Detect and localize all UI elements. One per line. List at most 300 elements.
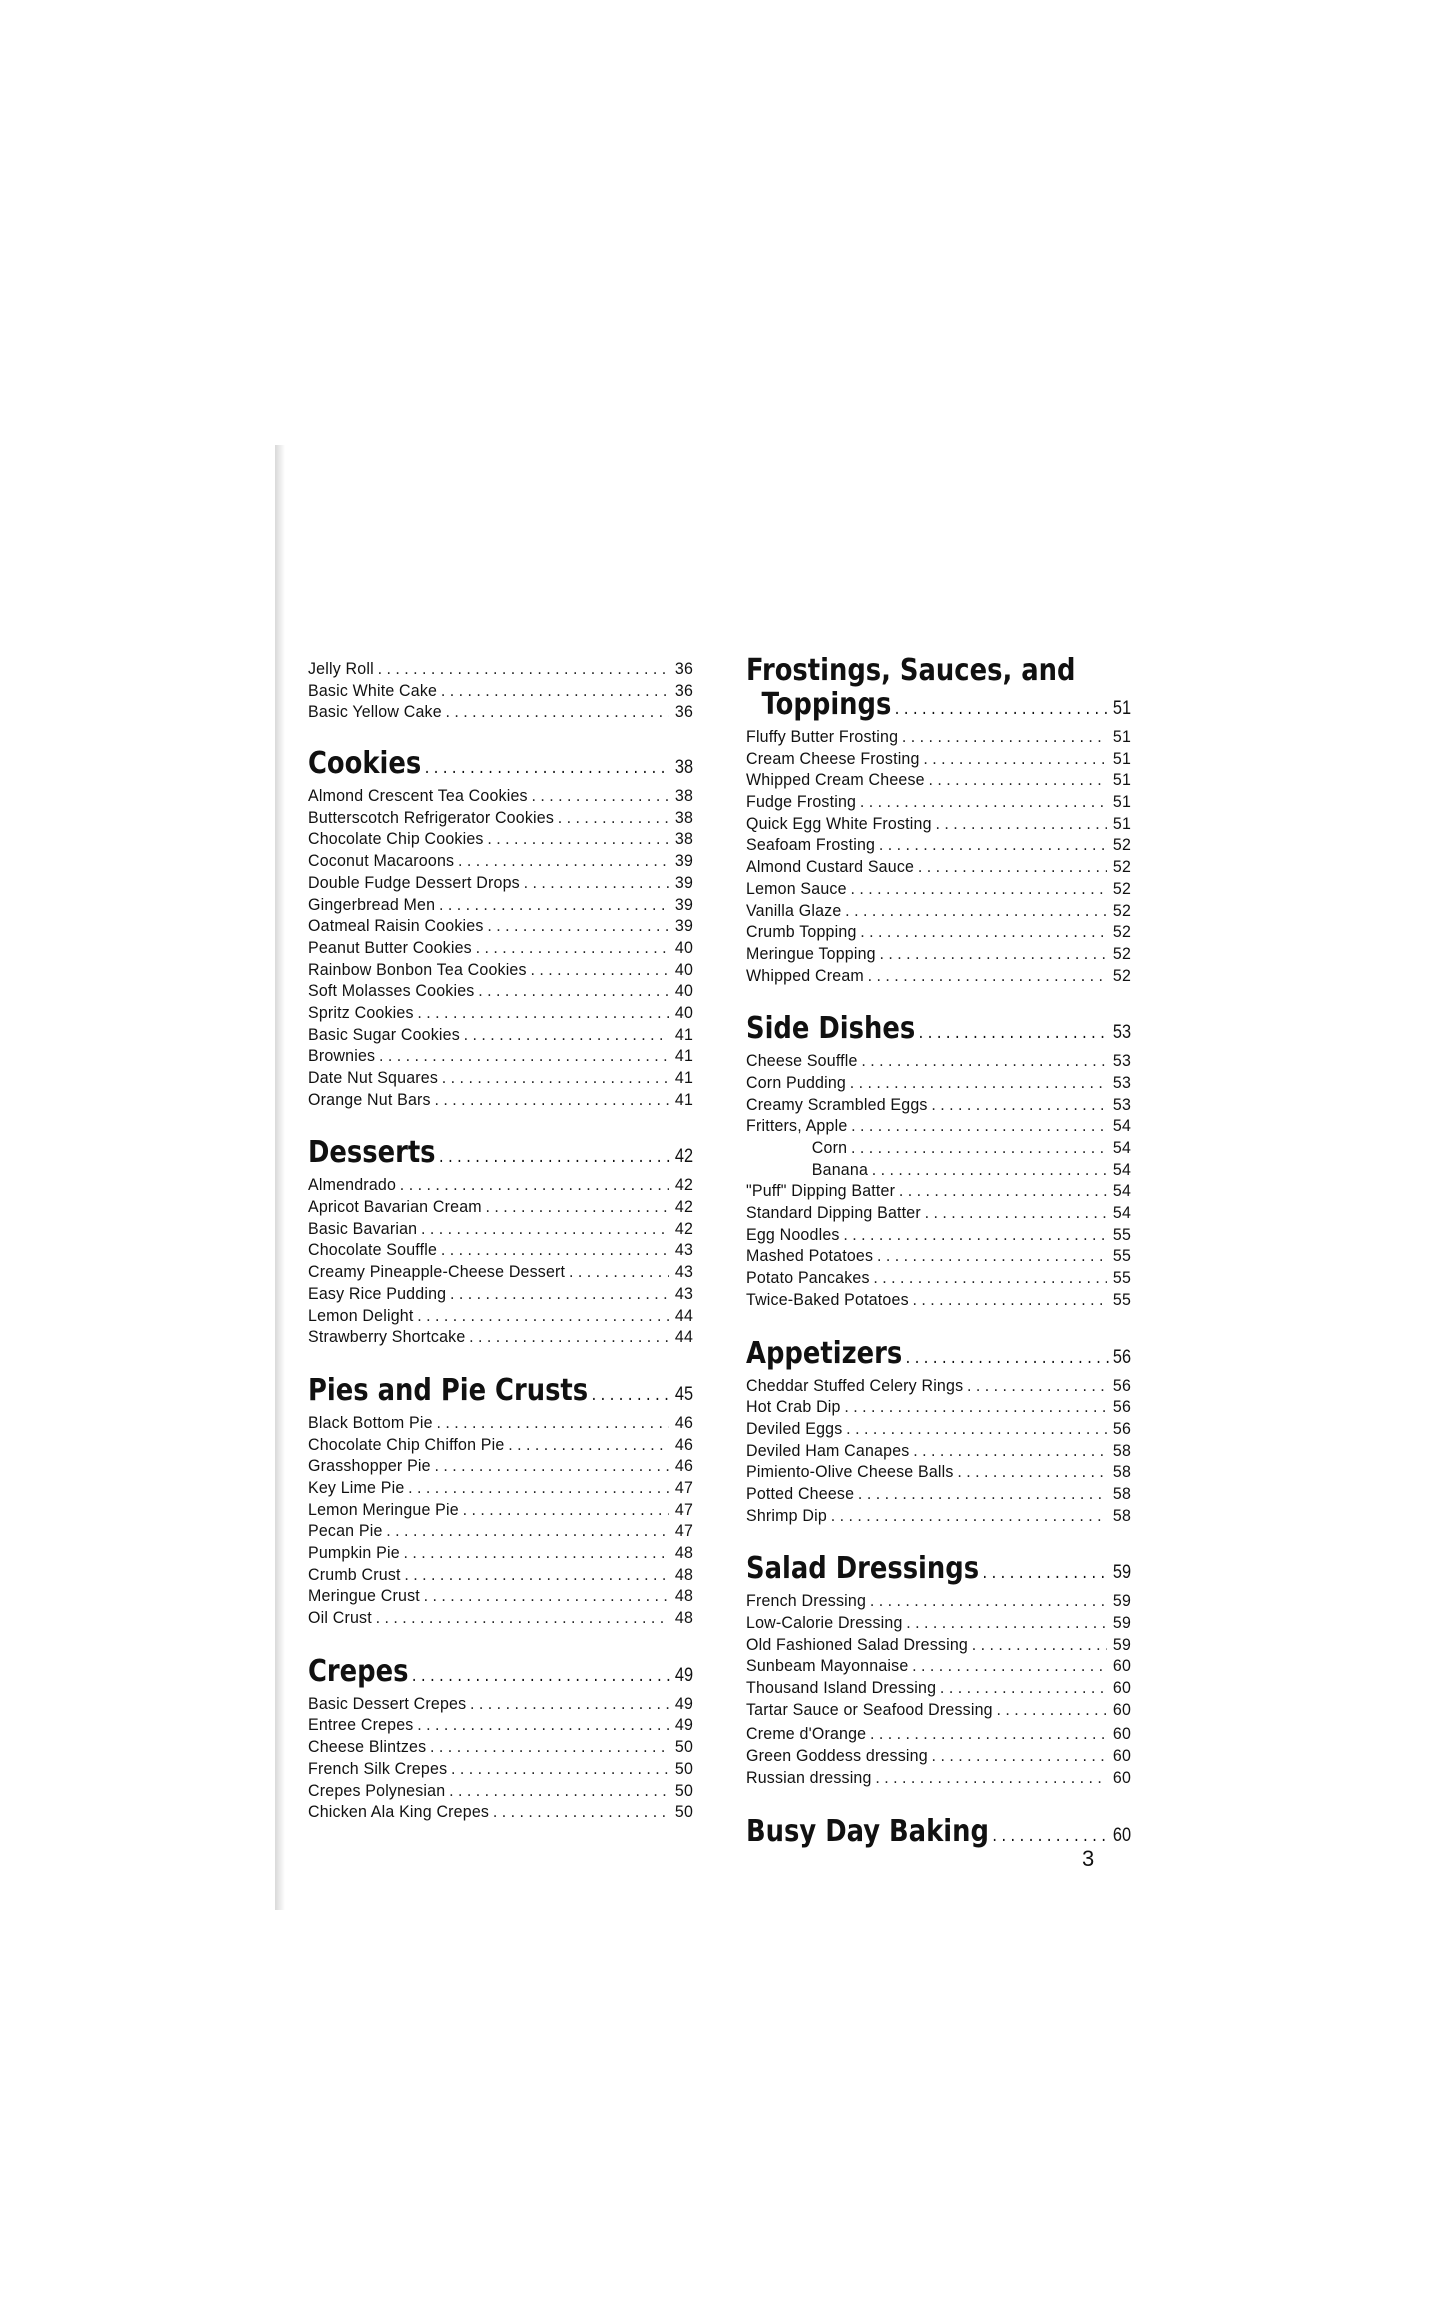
toc-entry — [746, 748, 1131, 770]
dot-leader — [870, 1723, 1107, 1745]
dot-leader — [378, 658, 669, 680]
entry-title: Potato Pancakes — [746, 1268, 870, 1288]
entry-title: Meringue Topping — [746, 943, 876, 963]
toc-section — [746, 1552, 1131, 1788]
entry-page-number: 51 — [1112, 770, 1132, 790]
entry-title: Pimiento-Olive Cheese Balls — [746, 1462, 954, 1482]
entry-title: Hot Crab Dip — [746, 1397, 841, 1417]
entry-page-number: 52 — [1112, 943, 1132, 963]
entry-title: Basic Bavarian — [308, 1218, 418, 1238]
dot-leader — [831, 1505, 1107, 1527]
entry-page-number: 53 — [1112, 1072, 1132, 1092]
entry-page-number: 40 — [674, 959, 694, 979]
entry-title: Gingerbread Men — [308, 894, 436, 914]
dot-leader — [404, 1564, 668, 1586]
toc-entry — [308, 937, 693, 959]
entry-title: Peanut Butter Cookies — [308, 937, 472, 957]
entry-page-number: 53 — [1112, 1094, 1132, 1114]
entry-title: Fudge Frosting — [746, 792, 857, 812]
entry-page-number: 54 — [1112, 1116, 1132, 1136]
toc-entry — [308, 1477, 693, 1499]
entry-page-number: 44 — [674, 1327, 694, 1347]
entry-page-number: 40 — [674, 937, 694, 957]
entry-title: Quick Egg White Frosting — [746, 813, 932, 833]
dot-leader — [458, 850, 669, 872]
entry-title: Almond Custard Sauce — [746, 857, 915, 877]
toc-entry — [308, 980, 693, 1002]
toc-entry — [746, 1634, 1131, 1656]
dot-leader — [967, 1375, 1107, 1397]
entry-title: Basic Dessert Crepes — [308, 1693, 467, 1713]
dot-leader — [850, 1072, 1107, 1094]
toc-entry — [308, 1520, 693, 1542]
section-title: Appetizers — [746, 1335, 903, 1371]
section-title: Cookies — [308, 746, 422, 782]
dot-leader — [439, 894, 669, 916]
dot-leader — [436, 1412, 668, 1434]
toc-entry — [746, 1612, 1131, 1634]
dot-leader — [913, 1440, 1106, 1462]
toc-entry — [308, 850, 693, 872]
section-page-number: 49 — [674, 1664, 694, 1686]
dot-leader — [877, 1245, 1107, 1267]
entry-title: French Dressing — [746, 1591, 867, 1611]
entry-page-number: 49 — [674, 1715, 694, 1735]
entry-page-number: 55 — [1112, 1268, 1132, 1288]
entry-page-number: 55 — [1112, 1224, 1132, 1244]
entry-title: Coconut Macaroons — [308, 851, 455, 871]
entry-title: Shrimp Dip — [746, 1505, 827, 1525]
entry-page-number: 38 — [674, 807, 694, 827]
toc-entry — [308, 915, 693, 937]
page-binding-shadow — [275, 445, 285, 1910]
dot-leader — [919, 1016, 1109, 1050]
entry-page-number: 53 — [1112, 1051, 1132, 1071]
toc-entry — [746, 726, 1131, 748]
toc-entry — [308, 807, 693, 829]
dot-leader — [592, 1378, 671, 1412]
entry-page-number: 50 — [674, 1780, 694, 1800]
entry-title: Key Lime Pie — [308, 1477, 405, 1497]
dot-leader — [417, 1714, 668, 1736]
section-page-number: 59 — [1112, 1562, 1132, 1584]
dot-leader — [404, 1542, 669, 1564]
entry-page-number: 38 — [674, 786, 694, 806]
section-heading — [308, 747, 693, 785]
entry-page-number: 56 — [1112, 1397, 1132, 1417]
dot-leader — [376, 1607, 669, 1629]
toc-entry — [308, 1801, 693, 1823]
dot-leader — [424, 1585, 669, 1607]
dot-leader — [858, 1483, 1107, 1505]
entry-page-number: 43 — [674, 1240, 694, 1260]
toc-entry — [308, 658, 693, 680]
toc-entry — [308, 1002, 693, 1024]
section-heading — [746, 1337, 1131, 1375]
entry-page-number: 58 — [1112, 1505, 1132, 1525]
toc-entry — [746, 1723, 1131, 1745]
toc-entry — [746, 900, 1131, 922]
dot-leader — [844, 1396, 1106, 1418]
section-page-number: 56 — [1112, 1346, 1132, 1368]
entry-title: Spritz Cookies — [308, 1002, 414, 1022]
toc-entry — [746, 965, 1131, 987]
entry-title: Date Nut Squares — [308, 1068, 439, 1087]
dot-leader — [430, 1736, 669, 1758]
dot-leader — [449, 1780, 669, 1802]
toc-entry — [308, 1736, 693, 1758]
entry-title: Butterscotch Refrigerator Cookies — [308, 807, 555, 827]
entry-title: Easy Rice Pudding — [308, 1283, 447, 1303]
section-heading — [746, 688, 1131, 726]
toc-right-column — [746, 654, 1131, 1879]
dot-leader — [486, 1196, 669, 1218]
entry-title: Lemon Sauce — [746, 878, 847, 898]
entry-page-number: 60 — [1112, 1699, 1132, 1719]
dot-leader — [880, 943, 1107, 965]
entry-page-number: 51 — [1112, 792, 1132, 812]
toc-entry — [746, 1461, 1131, 1483]
toc-entry — [308, 785, 693, 807]
entry-title: Green Goddess dressing — [746, 1746, 928, 1766]
entry-page-number: 55 — [1112, 1246, 1132, 1266]
entry-page-number: 51 — [1112, 727, 1132, 746]
dot-leader — [872, 1159, 1107, 1181]
toc-entry — [746, 1655, 1131, 1677]
toc-entry — [746, 1289, 1131, 1311]
dot-leader — [508, 1434, 668, 1456]
entry-page-number: 43 — [674, 1283, 694, 1303]
entry-title: Cheese Blintzes — [308, 1737, 427, 1757]
dot-leader — [972, 1634, 1107, 1656]
entry-page-number: 50 — [674, 1737, 694, 1757]
section-page-number: 42 — [674, 1146, 694, 1168]
toc-entry — [308, 1434, 693, 1456]
dot-leader — [906, 1341, 1109, 1375]
toc-entry — [308, 1780, 693, 1802]
dot-leader — [558, 807, 669, 829]
section-page-number: 38 — [674, 757, 694, 779]
toc-section — [308, 1374, 693, 1629]
entry-title: Oil Crust — [308, 1608, 372, 1628]
dot-leader — [417, 1305, 668, 1327]
toc-entry — [746, 878, 1131, 900]
entry-page-number: 52 — [1112, 857, 1132, 877]
entry-title: Chocolate Chip Cookies — [308, 829, 484, 849]
entry-title: French Silk Crepes — [308, 1758, 448, 1778]
section-page-number: 51 — [1112, 698, 1132, 719]
entry-page-number: 48 — [674, 1564, 694, 1584]
entry-title: Thousand Island Dressing — [746, 1678, 937, 1698]
entry-page-number: 54 — [1112, 1203, 1132, 1223]
dot-leader — [379, 1045, 669, 1067]
toc-entry — [308, 1174, 693, 1196]
dot-leader — [408, 1477, 668, 1499]
dot-leader — [940, 1677, 1107, 1699]
entry-title: Cheese Souffle — [746, 1051, 858, 1071]
entry-page-number: 42 — [674, 1175, 694, 1195]
entry-title: Double Fudge Dessert Drops — [308, 872, 520, 892]
toc-entry — [308, 1607, 693, 1629]
entry-page-number: 59 — [1112, 1591, 1132, 1611]
toc-entry — [746, 943, 1131, 965]
dot-leader — [935, 813, 1106, 835]
toc-entry — [746, 1767, 1131, 1789]
toc-section — [308, 1655, 693, 1823]
entry-title: Crumb Crust — [308, 1564, 401, 1584]
entry-title: Creme d'Orange — [746, 1724, 867, 1744]
section-title: Salad Dressings — [746, 1551, 980, 1587]
toc-entry — [746, 813, 1131, 835]
entry-page-number: 56 — [1112, 1418, 1132, 1438]
entry-title: Twice-Baked Potatoes — [746, 1289, 909, 1309]
entry-page-number: 58 — [1112, 1483, 1132, 1503]
entry-page-number: 38 — [674, 829, 694, 849]
entry-title: Seafoam Frosting — [746, 835, 876, 855]
dot-leader — [487, 828, 668, 850]
dot-leader — [923, 748, 1106, 770]
section-title: Toppings — [761, 687, 892, 722]
entry-title: Vanilla Glaze — [746, 900, 842, 920]
entry-page-number: 41 — [674, 1024, 694, 1044]
entry-page-number: 42 — [674, 1218, 694, 1238]
dot-leader — [487, 915, 668, 937]
dot-leader — [493, 1801, 669, 1823]
dot-leader — [929, 769, 1107, 791]
entry-page-number: 48 — [674, 1608, 694, 1628]
entry-page-number: 55 — [1112, 1289, 1132, 1309]
dot-leader — [478, 980, 668, 1002]
toc-entry — [308, 680, 693, 702]
entry-title: Basic Sugar Cookies — [308, 1024, 460, 1044]
dot-leader — [875, 1767, 1106, 1789]
entry-page-number: 47 — [674, 1477, 694, 1497]
toc-entry — [308, 1693, 693, 1715]
toc-left-column — [308, 658, 693, 1849]
dot-leader — [931, 1094, 1106, 1116]
dot-leader — [846, 1418, 1106, 1440]
entry-page-number: 58 — [1112, 1440, 1132, 1460]
entry-title: Black Bottom Pie — [308, 1412, 433, 1432]
entry-title: Deviled Ham Canapes — [746, 1440, 910, 1460]
entry-page-number: 39 — [674, 851, 694, 871]
entry-page-number: 51 — [1112, 748, 1132, 768]
entry-title: Low-Calorie Dressing — [746, 1613, 903, 1632]
toc-entry — [746, 1202, 1131, 1224]
toc-entry — [308, 1714, 693, 1736]
toc-entry — [308, 1045, 693, 1067]
entry-page-number: 39 — [674, 916, 694, 936]
entry-title: Almond Crescent Tea Cookies — [308, 786, 528, 806]
toc-entry — [308, 1089, 693, 1111]
entry-title: Mashed Potatoes — [746, 1246, 874, 1266]
dot-leader — [851, 1115, 1106, 1137]
toc-section — [746, 1337, 1131, 1527]
toc-entry — [746, 1699, 1131, 1721]
toc-entry — [746, 1505, 1131, 1527]
toc-section — [746, 654, 1131, 986]
entry-page-number: 41 — [674, 1046, 694, 1066]
entry-page-number: 41 — [674, 1089, 694, 1109]
section-page-number: 53 — [1112, 1022, 1132, 1044]
entry-title: Deviled Eggs — [746, 1418, 843, 1438]
entry-page-number: 58 — [1112, 1462, 1132, 1482]
toc-entry — [746, 1267, 1131, 1289]
entry-page-number: 49 — [674, 1693, 694, 1713]
dot-leader — [996, 1699, 1106, 1721]
entry-title: Sunbeam Mayonnaise — [746, 1656, 909, 1676]
dot-leader — [906, 1612, 1106, 1634]
toc-entry — [308, 1542, 693, 1564]
entry-title: Basic White Cake — [308, 680, 438, 700]
entry-title: Crepes Polynesian — [308, 1780, 446, 1800]
toc-entry — [746, 769, 1131, 791]
entry-page-number: 59 — [1112, 1613, 1132, 1632]
dot-leader — [913, 1289, 1107, 1311]
entry-page-number: 60 — [1112, 1724, 1132, 1744]
entry-title: "Puff" Dipping Batter — [746, 1181, 896, 1201]
toc-entry — [746, 1590, 1131, 1612]
dot-leader — [439, 1140, 671, 1174]
entry-title: Creamy Scrambled Eggs — [746, 1094, 928, 1114]
entry-title: Jelly Roll — [308, 659, 374, 678]
entry-title: Lemon Meringue Pie — [308, 1499, 459, 1519]
entry-title: Apricot Bavarian Cream — [308, 1197, 482, 1217]
section-page-number: 45 — [674, 1383, 694, 1405]
dot-leader — [957, 1461, 1106, 1483]
section-page-number: 60 — [1112, 1824, 1132, 1846]
toc-entry — [308, 894, 693, 916]
toc-entry — [308, 828, 693, 850]
dot-leader — [469, 1326, 668, 1348]
toc-entry — [746, 1094, 1131, 1116]
toc-entry — [308, 1283, 693, 1305]
entry-title: Corn — [811, 1138, 848, 1157]
dot-leader — [918, 856, 1107, 878]
dot-leader — [932, 1745, 1107, 1767]
toc-entry — [746, 1677, 1131, 1699]
entry-title: Cheddar Stuffed Celery Rings — [746, 1375, 964, 1395]
dot-leader — [470, 1693, 669, 1715]
entry-title: Fluffy Butter Frosting — [746, 727, 899, 746]
dot-leader — [860, 791, 1107, 813]
toc-entry — [308, 1564, 693, 1586]
toc-entry — [746, 1483, 1131, 1505]
entry-page-number: 60 — [1112, 1746, 1132, 1766]
dot-leader — [925, 1202, 1107, 1224]
toc-entry — [746, 1396, 1131, 1418]
dot-leader — [400, 1174, 669, 1196]
toc-entry — [308, 872, 693, 894]
section-title: Pies and Pie Crusts — [308, 1372, 589, 1408]
toc-entry — [308, 1218, 693, 1240]
entry-title: Chicken Ala King Crepes — [308, 1802, 490, 1822]
dot-leader — [386, 1520, 668, 1542]
entry-page-number: 39 — [674, 872, 694, 892]
toc-entry — [308, 1239, 693, 1261]
entry-page-number: 50 — [674, 1758, 694, 1778]
toc-entry — [308, 1758, 693, 1780]
entry-page-number: 40 — [674, 1002, 694, 1022]
entry-title: Cream Cheese Frosting — [746, 748, 920, 768]
dot-leader — [417, 1002, 668, 1024]
dot-leader — [860, 921, 1106, 943]
dot-leader — [868, 965, 1107, 987]
dot-leader — [435, 1455, 669, 1477]
toc-entry — [746, 1224, 1131, 1246]
entry-page-number: 36 — [674, 680, 694, 700]
dot-leader — [851, 1137, 1107, 1159]
section-title: Crepes — [308, 1653, 409, 1689]
dot-leader — [451, 1758, 669, 1780]
toc-entry — [746, 1375, 1131, 1397]
toc-entry — [746, 791, 1131, 813]
entry-page-number: 52 — [1112, 965, 1132, 985]
section-title: Desserts — [308, 1135, 436, 1171]
dot-leader — [425, 751, 671, 785]
toc-entry — [746, 1245, 1131, 1267]
section-heading — [308, 1655, 693, 1693]
dot-leader — [441, 680, 669, 702]
section-heading — [308, 1136, 693, 1174]
toc-entry — [308, 1067, 693, 1089]
entry-title: Creamy Pineapple-Cheese Dessert — [308, 1262, 566, 1282]
dot-leader — [464, 1024, 669, 1046]
toc-entry — [746, 1159, 1131, 1181]
entry-page-number: 40 — [674, 981, 694, 1001]
dot-leader — [850, 878, 1106, 900]
section-heading — [746, 1815, 1131, 1853]
toc-entry — [746, 1115, 1131, 1137]
entry-page-number: 60 — [1112, 1678, 1132, 1698]
dot-leader — [450, 1283, 669, 1305]
dot-leader — [531, 785, 668, 807]
entry-page-number: 36 — [674, 702, 694, 722]
dot-leader — [412, 1659, 671, 1693]
toc-entry — [746, 1180, 1131, 1202]
entry-title: Orange Nut Bars — [308, 1089, 431, 1109]
toc-entry — [746, 834, 1131, 856]
entry-page-number: 47 — [674, 1521, 694, 1541]
entry-page-number: 48 — [674, 1586, 694, 1606]
section-title-line: Frostings, Sauces, and — [746, 653, 1076, 688]
toc-entry — [308, 1585, 693, 1607]
toc-entry — [746, 1072, 1131, 1094]
dot-leader — [983, 1556, 1109, 1590]
entry-page-number: 60 — [1112, 1656, 1132, 1676]
entry-page-number: 46 — [674, 1434, 694, 1454]
entry-page-number: 52 — [1112, 922, 1132, 942]
toc-entry — [746, 1418, 1131, 1440]
entry-page-number: 42 — [674, 1197, 694, 1217]
entry-page-number: 56 — [1112, 1375, 1132, 1395]
entry-page-number: 52 — [1112, 835, 1132, 855]
entry-title: Lemon Delight — [308, 1305, 414, 1325]
toc-entry — [746, 921, 1131, 943]
entry-page-number: 52 — [1112, 878, 1132, 898]
entry-page-number: 46 — [674, 1412, 694, 1432]
entry-title: Strawberry Shortcake — [308, 1327, 466, 1347]
entry-page-number: 54 — [1112, 1181, 1132, 1201]
dot-leader — [569, 1261, 669, 1283]
entry-title: Meringue Crust — [308, 1586, 420, 1606]
dot-leader — [843, 1224, 1106, 1246]
entry-title: Whipped Cream — [746, 965, 864, 985]
toc-entry — [308, 1455, 693, 1477]
entry-title: Standard Dipping Batter — [746, 1203, 921, 1223]
entry-title: Potted Cheese — [746, 1483, 855, 1503]
toc-entry — [308, 1196, 693, 1218]
